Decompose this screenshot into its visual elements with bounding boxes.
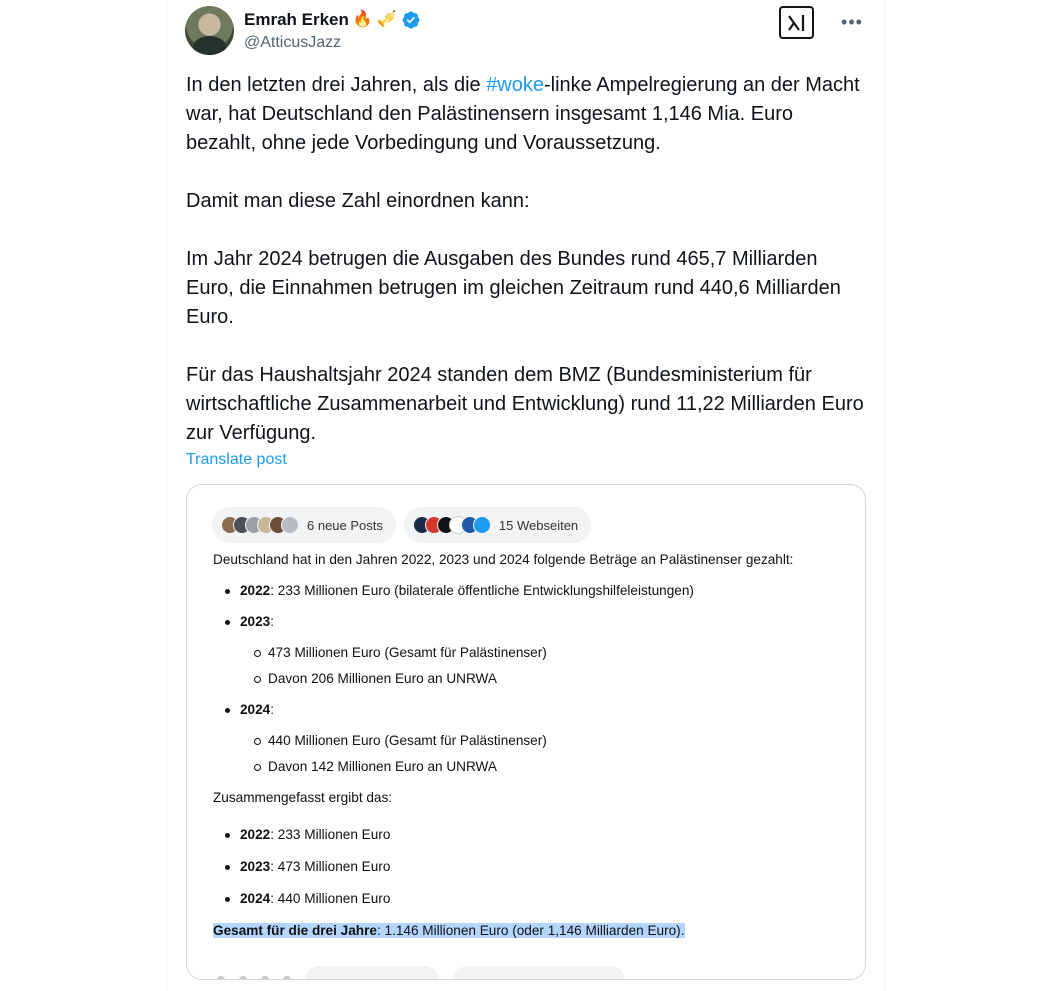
author-handle[interactable]: @AtticusJazz [244, 34, 342, 51]
sub-list-2023 [240, 644, 853, 688]
post-paragraph-1 [186, 71, 866, 158]
author-info [244, 8, 421, 52]
hashtag-woke[interactable]: #woke [486, 74, 544, 96]
faint-icon [239, 976, 247, 980]
answer-body [213, 551, 853, 940]
post-avatars [221, 516, 299, 534]
source-chips [212, 507, 591, 543]
summary-item [213, 890, 853, 908]
year-text: : 233 Millionen Euro (bilaterale öffentliche Entwicklungshilfeleistungen) [270, 583, 694, 598]
post-text-span: In den letzten drei Jahren, als die [186, 74, 487, 96]
year-label: 2024 [240, 891, 271, 906]
post-paragraph-4: Für das Haushaltsjahr 2024 standen dem BMZ (Bundesministerium für wirtschaftliche Zusammenarbeit und Entwicklung) rund 11,22 Milliarden Euro zur Verfügung. [186, 364, 864, 444]
summary-item [213, 858, 853, 876]
websites-label: 15 Webseiten [498, 517, 579, 533]
translate-post-link[interactable]: Translate post [186, 451, 287, 468]
follow-up-row [217, 966, 625, 980]
faint-icon [283, 976, 291, 980]
year-list [213, 582, 853, 776]
year-label: 2022 [240, 827, 271, 842]
year-label: 2022 [240, 583, 271, 598]
grok-button[interactable] [779, 6, 814, 39]
name-row [244, 8, 421, 32]
list-item-2024 [213, 701, 853, 776]
total-label: Gesamt für die drei Jahre [213, 923, 377, 938]
site-icon [473, 516, 491, 534]
sub-item: 473 Millionen Euro (Gesamt für Palästinenser) [240, 644, 853, 662]
fire-emoji: 🔥 [352, 11, 373, 28]
sub-item: 440 Millionen Euro (Gesamt für Palästinenser) [240, 732, 853, 750]
year-label: 2023 [240, 614, 271, 629]
summary-label: Zusammengefasst ergibt das: [213, 790, 393, 805]
post-paragraph-2: Damit man diese Zahl einordnen kann: [186, 190, 530, 212]
avatar[interactable] [185, 6, 234, 55]
faint-icon [261, 976, 269, 980]
summary-text: : 440 Millionen Euro [270, 891, 391, 906]
sub-item: Davon 142 Millionen Euro an UNRWA [240, 758, 853, 776]
website-icons [413, 516, 491, 534]
summary-list [213, 826, 853, 908]
new-posts-chip[interactable] [212, 507, 396, 543]
post-header [185, 6, 866, 58]
summary-item [213, 826, 853, 844]
more-icon[interactable]: ••• [841, 11, 863, 32]
colon: : [270, 702, 275, 717]
trumpet-emoji: 🎺 [376, 11, 397, 28]
total-highlight [213, 923, 685, 938]
grok-icon [786, 12, 808, 34]
sub-item: Davon 206 Millionen Euro an UNRWA [240, 670, 853, 688]
websites-chip[interactable] [404, 507, 591, 543]
list-item-2023 [213, 613, 853, 688]
post-column [166, 0, 885, 991]
summary-text: : 473 Millionen Euro [270, 859, 391, 874]
colon: : [270, 614, 275, 629]
verified-badge-icon[interactable] [401, 10, 421, 30]
answer-intro: Deutschland hat in den Jahren 2022, 2023 und 2024 folgende Beträge an Palästinenser gezahlt: [213, 552, 794, 567]
follow-up-pill[interactable] [453, 966, 625, 980]
new-posts-label: 6 neue Posts [307, 517, 383, 533]
year-label: 2023 [240, 859, 271, 874]
total-row [213, 922, 853, 940]
attached-image[interactable] [186, 484, 866, 980]
post-text-span: -linke Ampelregierung an der Macht war, hat Deutschland den Palästinensern insgesamt 1,146 Mia. Euro bezahlt, ohne jede Vorbedingung und Voraussetzung. [186, 74, 860, 154]
post-text [186, 71, 866, 448]
year-label: 2024 [240, 702, 271, 717]
author-name[interactable]: Emrah Erken [244, 10, 349, 29]
total-text: : 1.146 Millionen Euro (oder 1,146 Milliarden Euro). [376, 923, 685, 938]
mini-avatar [281, 516, 299, 534]
faint-icon [217, 976, 225, 980]
sub-list-2024 [240, 732, 853, 776]
follow-up-pill[interactable] [305, 966, 439, 980]
list-item-2022 [213, 582, 853, 600]
summary-text: : 233 Millionen Euro [270, 827, 391, 842]
post-paragraph-3: Im Jahr 2024 betrugen die Ausgaben des Bundes rund 465,7 Milliarden Euro, die Einnahmen betrugen im gleichen Zeitraum rund 440,6 Milliarden Euro. [186, 248, 841, 328]
